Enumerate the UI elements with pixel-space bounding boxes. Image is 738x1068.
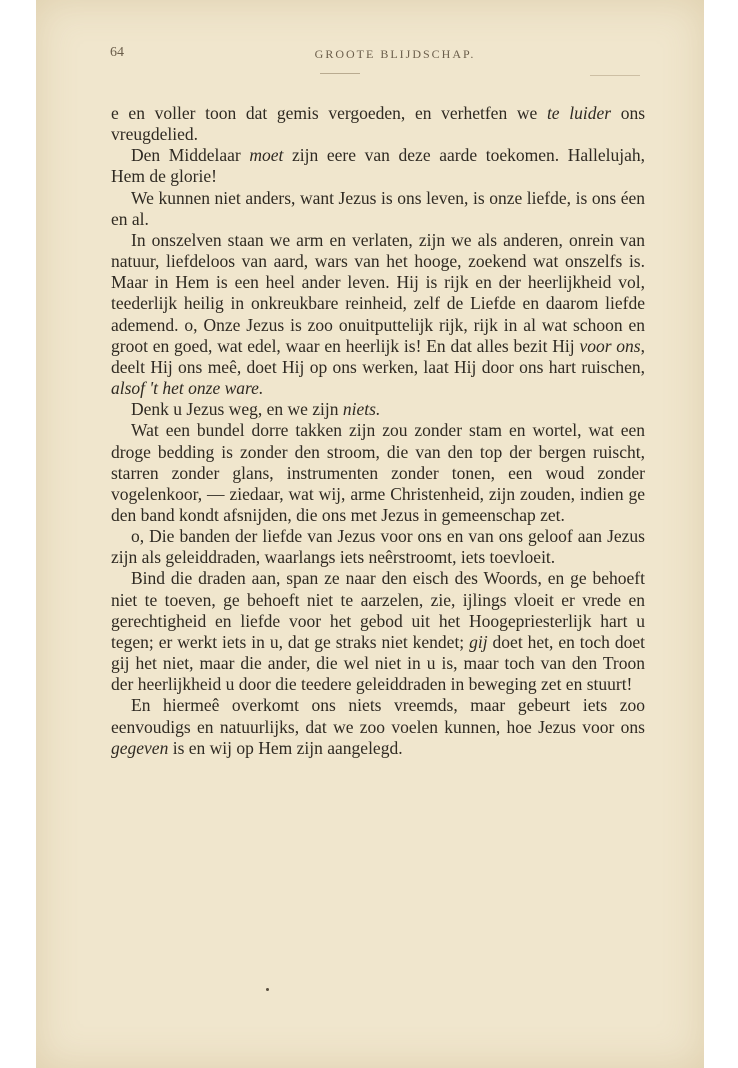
paragraph-text: Denk u Jezus weg, en we zijn: [131, 399, 343, 420]
paragraph-text: is en wij op Hem zijn aangelegd.: [168, 737, 403, 758]
italic-text: niets.: [342, 399, 381, 420]
page-header: [110, 45, 680, 65]
paragraph-text: En hiermeê overkomt ons niets vreemds, maar gebeurt iets zoo eenvoudigs en natuurlijks, dat we zoo voelen kunnen, hoe Jezus voor ons: [111, 695, 645, 737]
header-rule: [320, 73, 360, 74]
running-title: GROOTE BLIJDSCHAP.: [314, 47, 476, 61]
paragraph: [111, 145, 645, 187]
header-rule-right: [590, 75, 640, 76]
paragraph-text: doet het, en toch doet gij het niet, maar die ander, die wel niet in u is, maar toch van den Troon der heerlijkheid u door die teedere geleiddraden in beweging zet en stuurt!: [111, 631, 645, 695]
paragraph-text: Wat een bundel dorre takken zijn zou zonder stam en wortel, wat een droge bedding is zonder den stroom, die van den top der bergen ruischt, starren zonder glans, instrumenten zonder tonen, een woud zonder vogelenkoor, — ziedaar, wat wij, arme Christenheid, zijn zouden, indien ge den band kondt afsnijden, die ons met Jezus in gemeenschap zet.: [111, 420, 645, 525]
italic-text: gij: [469, 631, 488, 652]
paragraph-text: Den Middelaar: [131, 145, 250, 166]
paragraph: [111, 188, 645, 230]
paragraph-text: In onszelven staan we arm en verlaten, zijn we als anderen, onrein van natuur, liefdeloos van aard, wars van het hooge, zoekend wat onszelfs is. Maar in Hem is een heel ander leven. Hij is rijk en der heerlijkheid vol, teederlijk heilig in onkreukbare reinheid, zelf de Liefde en daarom liefde ademend. o, Onze Jezus is zoo onuitputtelijk rijk, rijk in al wat schoon en groot en goed, wat edel, waar en heerlijk is! En dat alles bezit Hij: [111, 229, 645, 356]
paragraph-text: zijn eere van deze aarde toekomen. Hallelujah, Hem de glorie!: [111, 145, 646, 187]
paragraph-text: e en voller toon dat gemis vergoeden, en verhetfen we: [111, 103, 547, 123]
page-number: 64: [110, 45, 124, 60]
paragraph: [111, 568, 645, 695]
italic-text: moet: [249, 145, 284, 166]
paragraph-text: o, Die banden der liefde van Jezus voor ons en van ons geloof aan Jezus zijn als geleiddraden, waarlangs iets neêrstroomt, iets toevloeit.: [111, 526, 645, 568]
paragraph: [111, 103, 645, 145]
paragraph: [111, 230, 645, 399]
paragraph-text: ons vreugdelied.: [111, 103, 646, 145]
body-text: [111, 103, 645, 759]
paragraph: [111, 695, 645, 758]
paragraph-text: , deelt Hij ons meê, doet Hij op ons werken, laat Hij door ons hart ruischen,: [111, 335, 645, 377]
italic-text: voor ons: [579, 335, 641, 356]
paragraph-text: Bind die draden aan, span ze naar den eisch des Woords, en ge behoeft niet te toeven, ge behoeft niet te aarzelen, zie, ijlings vloeit er vrede en gerechtigheid en liefde voor het gebod uit het Hoogepriesterlijk hart u tegen; er werkt iets in u, dat ge straks niet kendet;: [111, 568, 645, 652]
paragraph-text: We kunnen niet anders, want Jezus is ons leven, is onze liefde, is ons éen en al.: [111, 187, 645, 229]
italic-text: alsof 't het onze ware.: [111, 378, 264, 399]
italic-text: te luider: [546, 103, 612, 123]
paragraph: [111, 420, 645, 526]
italic-text: gegeven: [111, 737, 169, 758]
ink-mark: [266, 988, 269, 991]
paragraph: [111, 399, 645, 420]
paragraph: [111, 526, 645, 568]
